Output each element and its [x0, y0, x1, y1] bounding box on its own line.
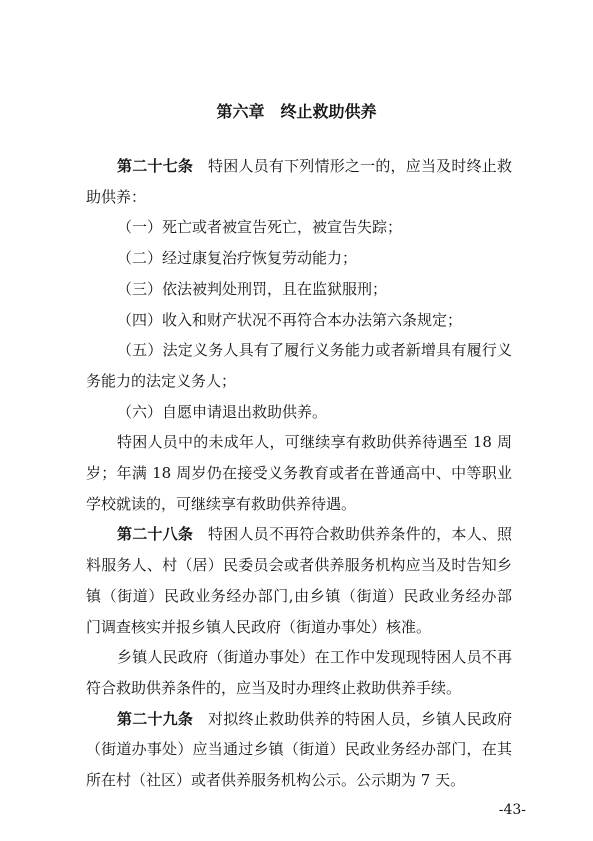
- minors-paragraph-line: 特困人员中的未成年人，可继续享有救助供养待遇至 18 周: [117, 433, 512, 451]
- list-item-5-continued: 务能力的法定义务人；: [86, 372, 237, 390]
- article-28-label: 第二十八条: [117, 525, 194, 543]
- article-27-label: 第二十七条: [117, 157, 194, 175]
- article-28-first-line: [117, 524, 512, 544]
- list-item-4: （四）收入和财产状况不再符合本办法第六条规定；: [117, 311, 463, 329]
- chapter-title: 第六章 终止救助供养: [216, 102, 377, 121]
- article-29-label: 第二十九条: [117, 710, 194, 728]
- article-27-intro-text: 特困人员有下列情形之一的，应当及时终止救: [208, 157, 512, 175]
- article-28-text: 特困人员不再符合救助供养条件的，本人、照: [208, 525, 512, 543]
- list-item-1: （一）死亡或者被宣告死亡，被宣告失踪；: [117, 218, 403, 236]
- article-27-intro-line: 助供养：: [86, 188, 147, 206]
- page-number: -43-: [498, 802, 526, 818]
- article-29-text: 对拟终止救助供养的特困人员，乡镇人民政府: [208, 710, 512, 728]
- list-item-6: （六）自愿申请退出救助供养。: [117, 403, 328, 421]
- list-item-5: （五）法定义务人具有了履行义务能力或者新增具有履行义: [117, 341, 512, 359]
- article-28-line: 门调查核实并报乡镇人民政府（街道办事处）核准。: [86, 618, 432, 636]
- minors-paragraph-line: 岁；年满 18 周岁仍在接受义务教育或者在普通高中、中等职业: [86, 464, 512, 482]
- article-27-first-line: [117, 156, 512, 176]
- article-28-clause-2-line: 符合救助供养条件的，应当及时办理终止救助供养手续。: [86, 679, 462, 697]
- article-28-line: 镇（街道）民政业务经办部门,由乡镇（街道）民政业务经办部: [86, 587, 512, 605]
- article-29-line: 所在村（社区）或者供养服务机构公示。公示期为 7 天。: [86, 771, 466, 789]
- article-29-line: （街道办事处）应当通过乡镇（街道）民政业务经办部门，在其: [86, 740, 512, 758]
- minors-paragraph-line: 学校就读的，可继续享有救助供养待遇。: [86, 495, 357, 513]
- list-item-3: （三）依法被判处刑罚，且在监狱服刑；: [117, 280, 388, 298]
- article-28-clause-2-line: 乡镇人民政府（街道办事处）在工作中发现现特困人员不再: [117, 648, 512, 666]
- list-item-2: （二）经过康复治疗恢复劳动能力；: [117, 249, 358, 267]
- article-28-line: 料服务人、村（居）民委员会或者供养服务机构应当及时告知乡: [86, 556, 512, 574]
- article-29-first-line: [117, 709, 512, 729]
